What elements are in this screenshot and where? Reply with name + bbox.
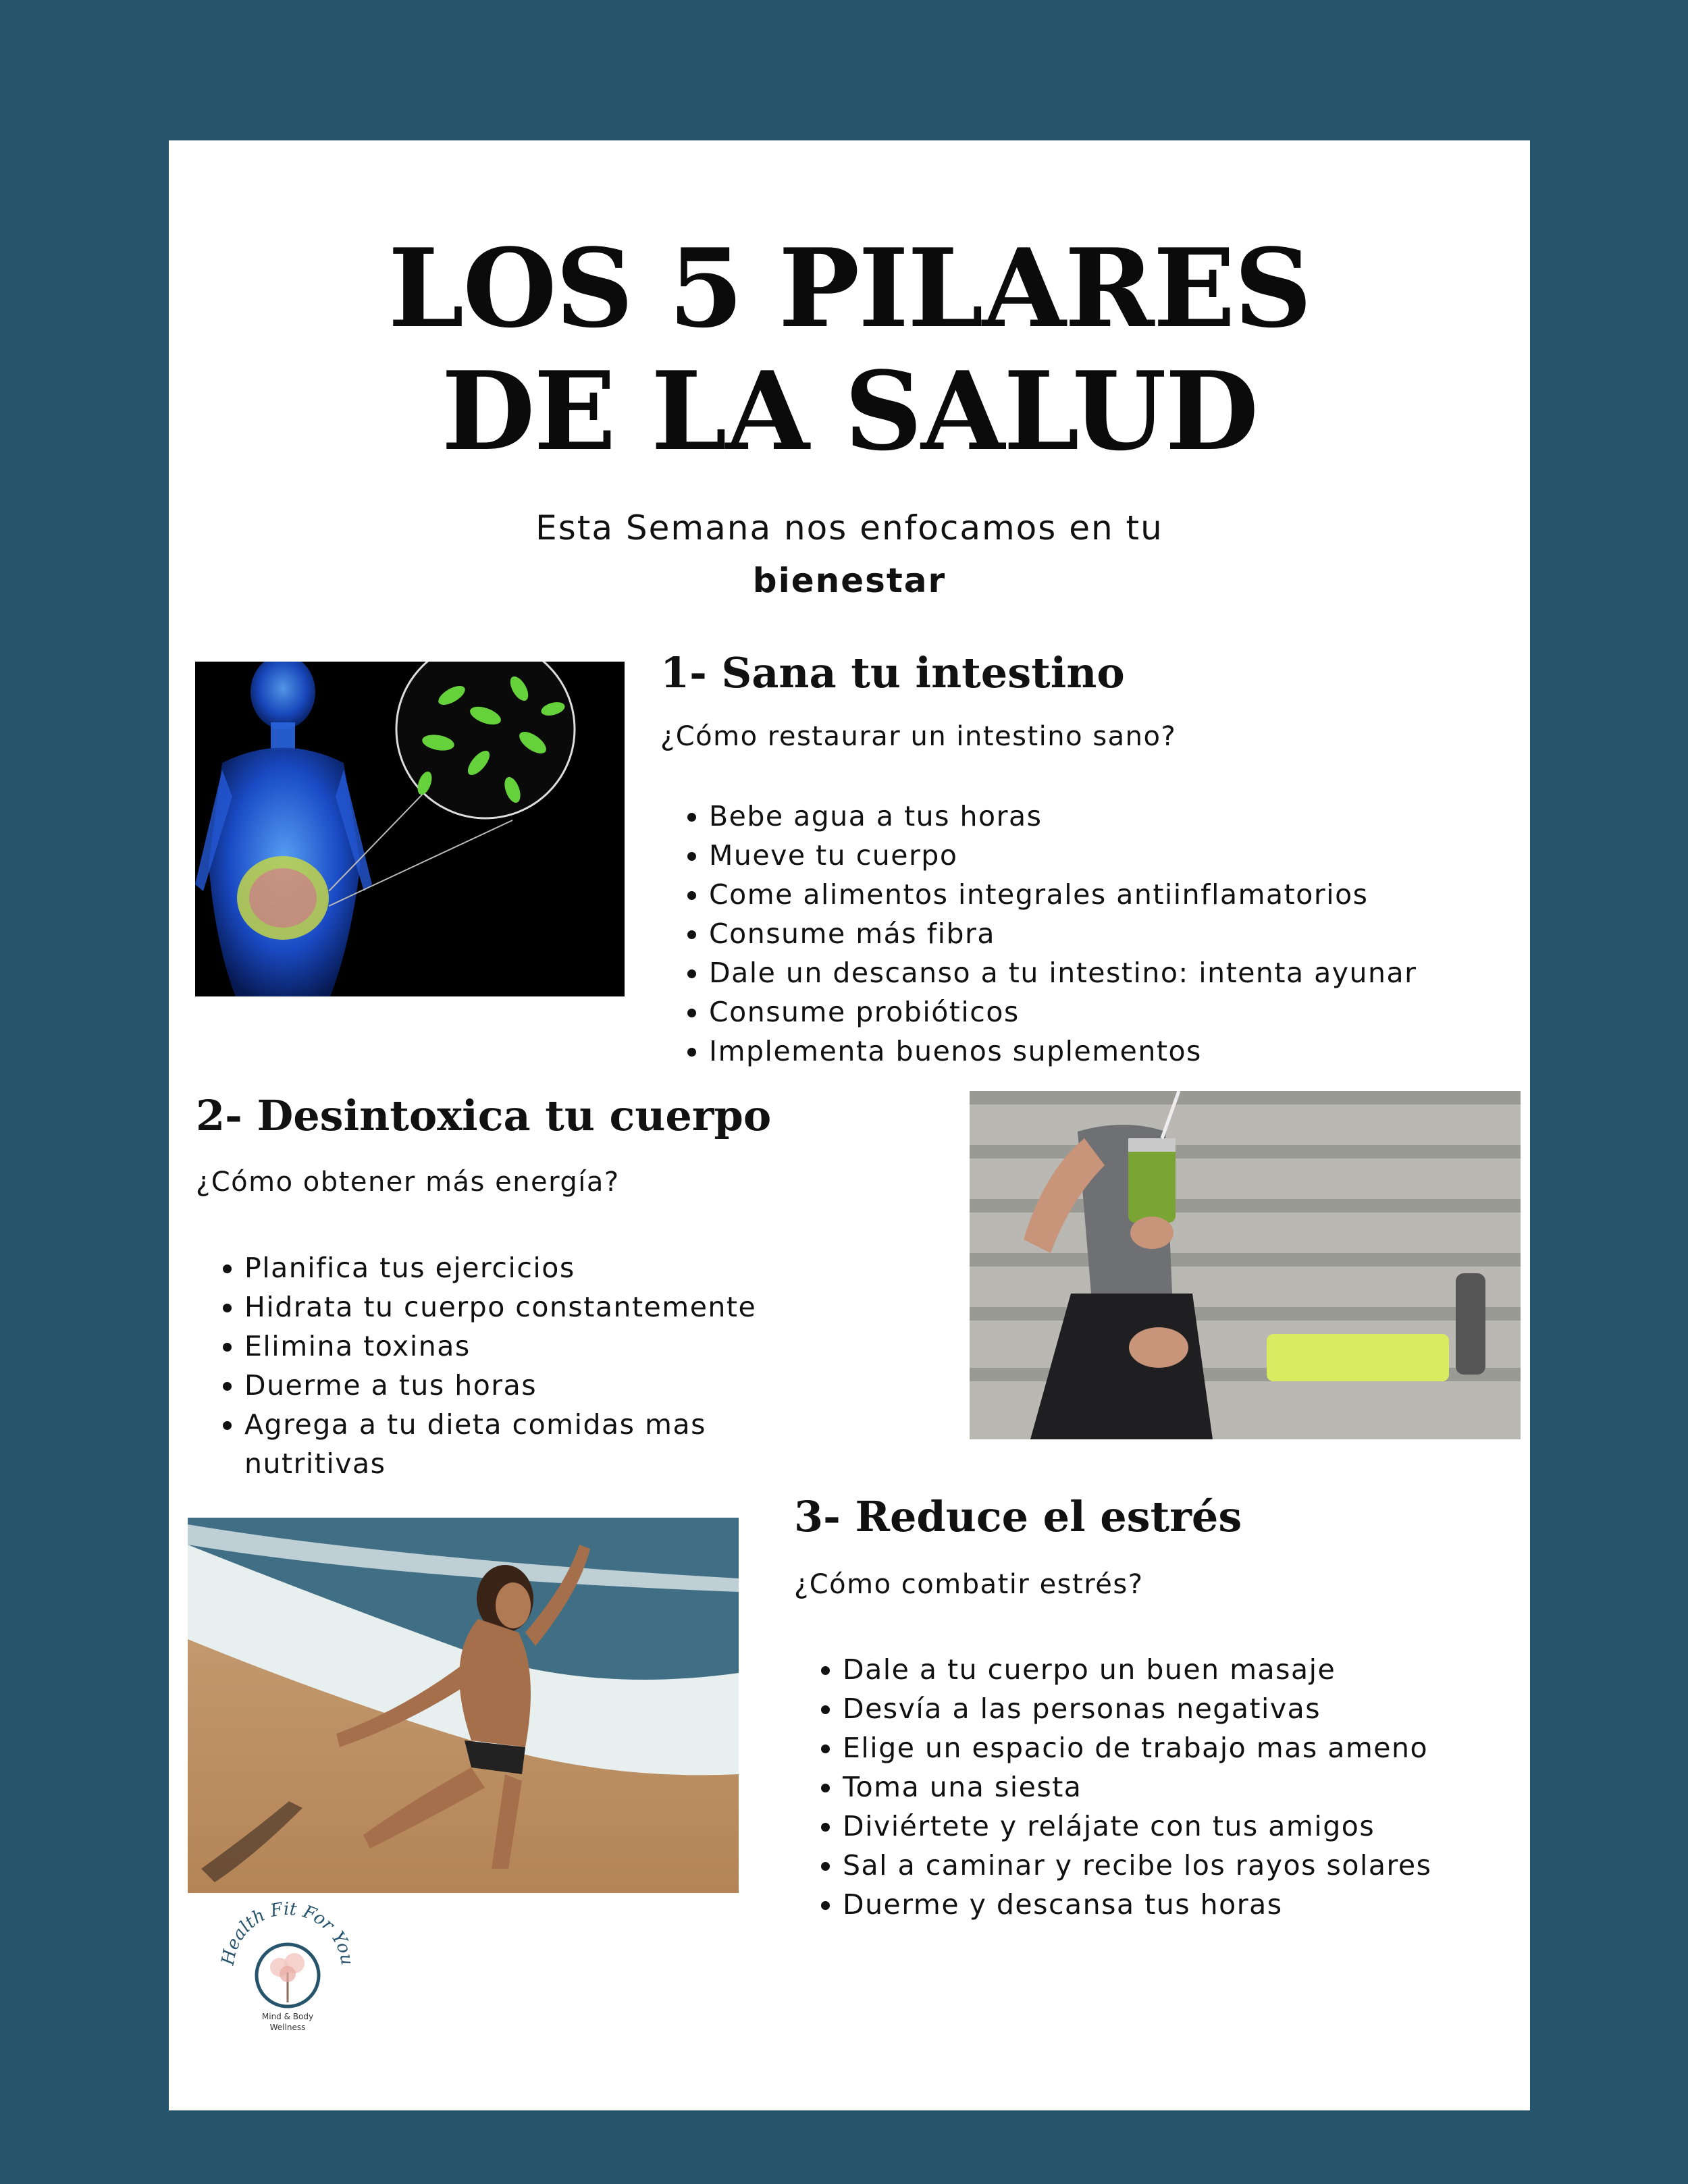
logo-tagline-1: Mind & Body	[261, 2012, 314, 2021]
title-line-1: LOS 5 PILARES	[388, 225, 1311, 352]
subtitle-emphasis: bienestar	[752, 561, 947, 600]
flyer-page	[169, 140, 1530, 2110]
list-item: • Come alimentos integrales antiinflamatorios	[709, 875, 1417, 914]
list-item: • Toma una siesta	[843, 1767, 1432, 1807]
logo-tagline-2: Wellness	[269, 2023, 306, 2032]
subtitle-text: Esta Semana nos enfocamos en tu	[535, 508, 1163, 548]
list-item: • Implementa buenos suplementos	[709, 1032, 1417, 1071]
list-item: • Sal a caminar y recibe los rayos solares	[843, 1846, 1432, 1885]
subtitle	[169, 502, 1530, 607]
page-title	[169, 227, 1530, 473]
list-item: • Dale un descanso a tu intestino: intenta ayunar	[709, 953, 1417, 992]
section-1-title: 1- Sana tu intestino	[660, 648, 1125, 697]
list-item: • Duerme a tus horas	[244, 1366, 852, 1405]
list-item: • Diviértete y relájate con tus amigos	[843, 1807, 1432, 1846]
section-3-question: ¿Cómo combatir estrés?	[794, 1569, 1144, 1600]
digestive-system-illustration	[195, 662, 625, 996]
section-2-title: 2- Desintoxica tu cuerpo	[196, 1091, 772, 1140]
list-item: • Consume probióticos	[709, 992, 1417, 1032]
list-item: • Hidrata tu cuerpo constantemente	[244, 1287, 852, 1327]
list-item: • Desvía a las personas negativas	[843, 1689, 1432, 1728]
title-line-2: DE LA SALUD	[441, 348, 1258, 475]
section-2-question: ¿Cómo obtener más energía?	[196, 1167, 620, 1198]
list-item: • Elige un espacio de trabajo mas ameno	[843, 1728, 1432, 1767]
woman-running-on-beach-photo	[188, 1518, 739, 1893]
brand-logo	[213, 1888, 362, 2036]
logo-name: Health Fit For You	[217, 1898, 358, 1967]
woman-with-green-smoothie-photo	[970, 1091, 1521, 1439]
list-item: • Planifica tus ejercicios	[244, 1248, 852, 1287]
list-item: • Consume más fibra	[709, 914, 1417, 953]
list-item: • Elimina toxinas	[244, 1327, 852, 1366]
list-item: • Agrega a tu dieta comidas mas nutritivas	[244, 1405, 731, 1483]
section-2-tips	[196, 1248, 852, 1483]
list-item: • Mueve tu cuerpo	[709, 836, 1417, 875]
list-item: • Dale a tu cuerpo un buen masaje	[843, 1650, 1432, 1689]
section-1-tips	[660, 797, 1417, 1071]
list-item: • Duerme y descansa tus horas	[843, 1885, 1432, 1924]
section-3-title: 3- Reduce el estrés	[794, 1492, 1242, 1541]
section-1-question: ¿Cómo restaurar un intestino sano?	[660, 721, 1177, 752]
section-3-tips	[794, 1650, 1432, 1924]
list-item: • Bebe agua a tus horas	[709, 797, 1417, 836]
